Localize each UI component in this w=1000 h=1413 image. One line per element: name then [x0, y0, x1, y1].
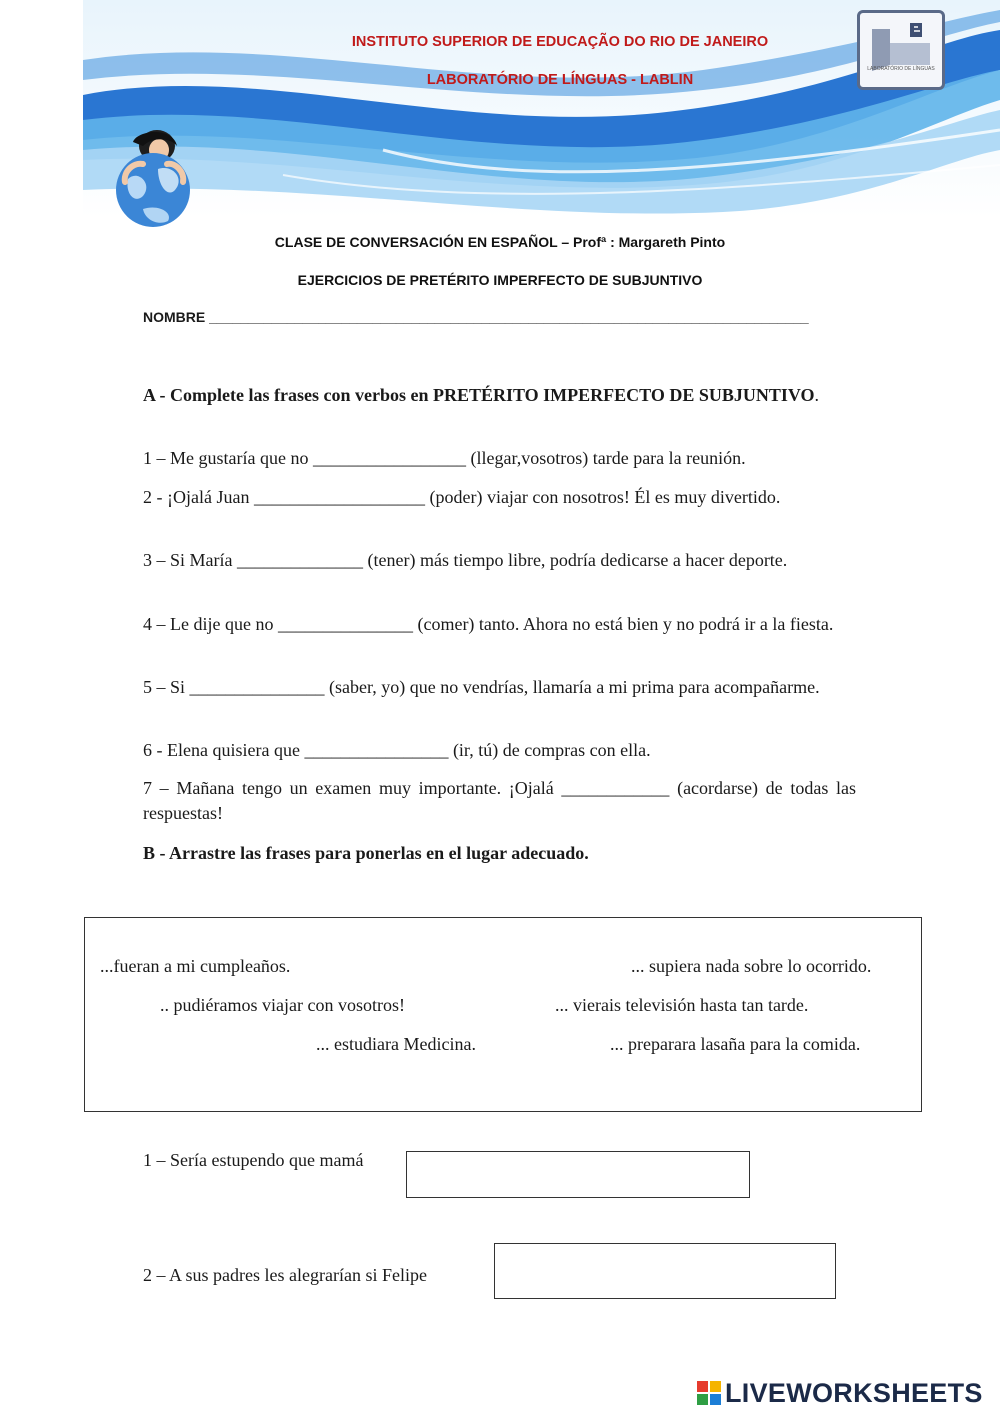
lab-name: LABORATÓRIO DE LÍNGUAS - LABLIN	[426, 72, 694, 88]
instruction-prefix: A - Complete las frases con verbos en	[143, 385, 433, 405]
item-text: (poder) viajar con nosotros! Él es muy divertido.	[424, 487, 781, 507]
drag-chip-pudieramos[interactable]: .. pudiéramos viajar con vosotros!	[160, 995, 405, 1015]
section-b-instruction: B - Arrastre las frases para ponerlas en el lugar adecuado.	[143, 843, 589, 863]
target-sentence-1: 1 – Sería estupendo que mamá	[143, 1150, 364, 1170]
drag-chip-preparara[interactable]: ... preparara lasaña para la comida.	[610, 1034, 861, 1054]
answer-blank-3[interactable]: ______________	[237, 550, 363, 570]
drag-chip-supiera[interactable]: ... supiera nada sobre lo ocorrido.	[631, 956, 872, 976]
exercise-item-4	[143, 612, 856, 637]
item-text: 2 - ¡Ojalá Juan	[143, 487, 254, 507]
section-a-instruction	[143, 383, 856, 408]
name-line: _____________________________________________________________________________	[209, 309, 809, 325]
instruction-tense: PRETÉRITO IMPERFECTO DE SUBJUNTIVO	[432, 385, 815, 405]
item-text: (saber, yo) que no vendrías, llamaría a mi prima para acompañarme.	[324, 677, 820, 697]
item-text: (acordarse) de todas las respuestas!	[143, 778, 856, 823]
item-text: 4 – Le dije que no	[143, 614, 278, 634]
exercise-item-5	[143, 675, 856, 700]
item-text: (comer) tanto. Ahora no está bien y no podrá ir a la fiesta.	[412, 614, 834, 634]
name-field[interactable]	[143, 309, 809, 325]
item-text: (ir, tú) de compras con ella.	[448, 740, 651, 760]
lablin-logo	[857, 10, 945, 90]
exercise-subtitle: EJERCICIOS DE PRETÉRITO IMPERFECTO DE SUBJUNTIVO	[297, 272, 703, 288]
drag-chip-fueran[interactable]: ...fueran a mi cumpleaños.	[100, 956, 291, 976]
name-label: NOMBRE	[143, 309, 210, 325]
item-text: 5 – Si	[143, 677, 190, 697]
institute-name: INSTITUTO SUPERIOR DE EDUCAÇÃO DO RIO DE JANEIRO	[351, 34, 769, 50]
item-text: 7 – Mañana tengo un examen muy importante. ¡Ojalá	[143, 778, 562, 798]
answer-blank-2[interactable]: ___________________	[253, 487, 425, 507]
answer-blank-7[interactable]: ____________	[561, 778, 670, 798]
target-sentence-2: 2 – A sus padres les alegrarían si Felipe	[143, 1265, 427, 1285]
exercise-item-7	[143, 776, 856, 825]
liveworksheets-logo-icon	[697, 1381, 721, 1405]
liveworksheets-wordmark: LIVEWORKSHEETS	[725, 1378, 983, 1408]
instruction-suffix: .	[814, 385, 820, 405]
item-text: 3 – Si María	[143, 550, 237, 570]
item-text: 6 - Elena quisiera que	[143, 740, 305, 760]
logo-caption: LABORATÓRIO DE LÍNGUAS	[867, 66, 935, 72]
exercise-item-3	[143, 548, 856, 573]
drag-chip-estudiara[interactable]: ... estudiara Medicina.	[316, 1034, 476, 1054]
exercise-item-1	[143, 446, 856, 471]
lablin-logo-icon	[860, 13, 942, 87]
item-text: (tener) más tiempo libre, podría dedicarse a hacer deporte.	[363, 550, 788, 570]
answer-blank-5[interactable]: _______________	[189, 677, 325, 697]
exercise-item-2	[143, 485, 856, 510]
liveworksheets-brand	[697, 1378, 995, 1408]
drop-zone-1[interactable]	[406, 1151, 750, 1198]
drag-chip-vierais[interactable]: ... vierais televisión hasta tan tarde.	[555, 995, 809, 1015]
globe-girl-icon	[113, 124, 195, 228]
course-title: CLASE DE CONVERSACIÓN EN ESPAÑOL – Profª : Margareth Pinto	[274, 234, 726, 250]
answer-blank-1[interactable]: _________________	[312, 448, 466, 468]
item-text: 1 – Me gustaría que no	[143, 448, 313, 468]
drop-zone-2[interactable]	[494, 1243, 836, 1299]
item-text: (llegar,vosotros) tarde para la reunión.	[465, 448, 746, 468]
exercise-item-6	[143, 738, 856, 763]
answer-blank-4[interactable]: _______________	[277, 614, 413, 634]
answer-blank-6[interactable]: ________________	[304, 740, 449, 760]
